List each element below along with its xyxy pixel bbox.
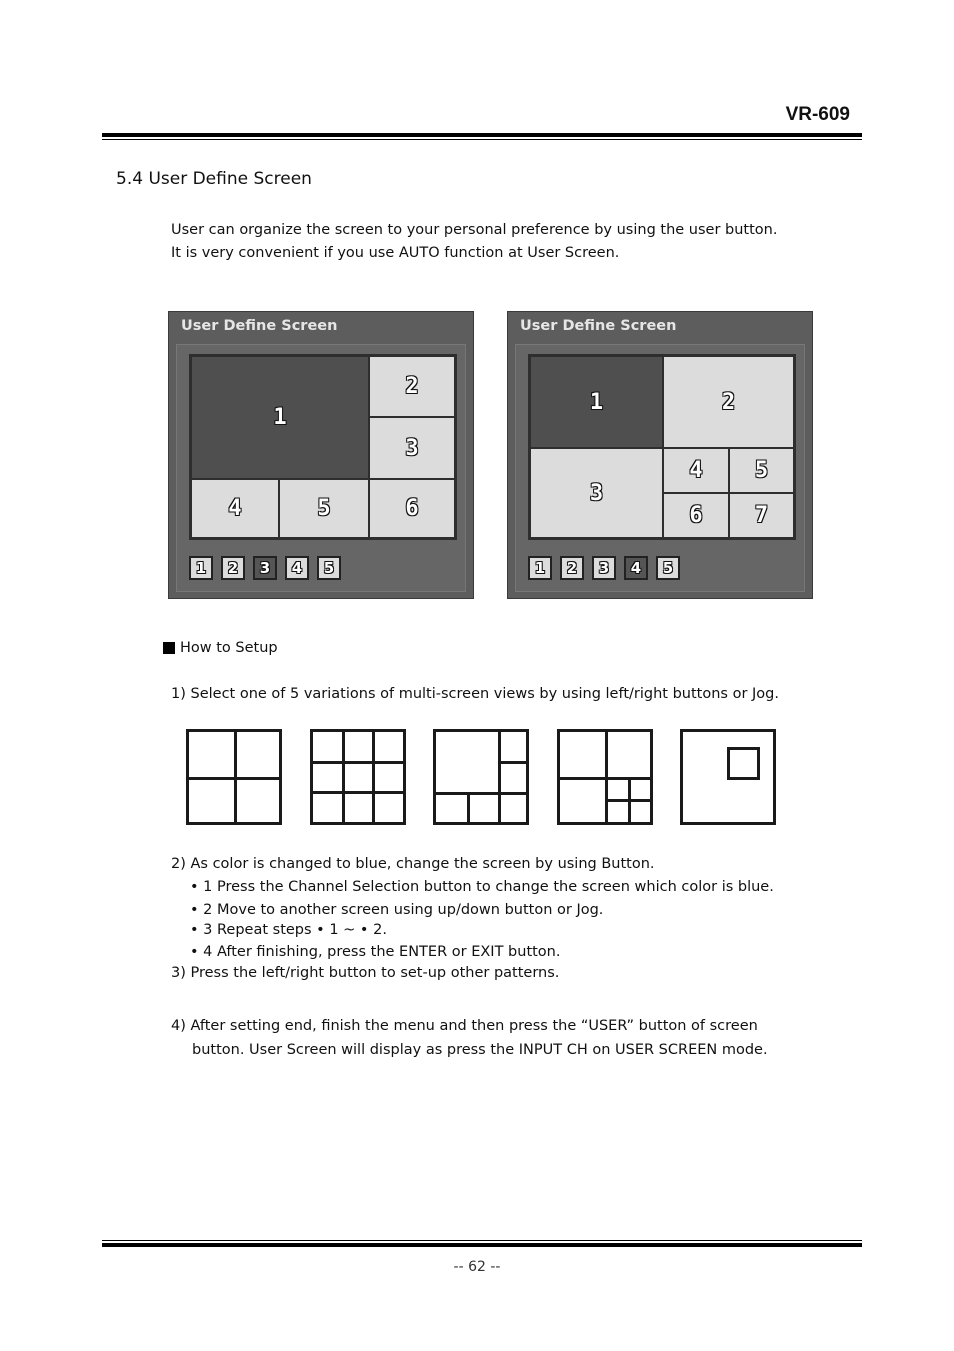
channel-selector-1[interactable]: 1	[528, 556, 552, 580]
screen-cell-7[interactable]: 7	[729, 493, 794, 538]
pip-layout-icon	[680, 729, 776, 825]
footer-rule-thin	[102, 1240, 862, 1241]
channel-selector-5[interactable]: 5	[317, 556, 341, 580]
user-define-panel-1	[168, 311, 474, 599]
channel-selector-3[interactable]: 3	[253, 556, 277, 580]
channel-selector-3[interactable]: 3	[592, 556, 616, 580]
screen-cell-5[interactable]: 5	[729, 448, 794, 493]
page-number: -- 62 --	[453, 1259, 501, 1275]
panel-title: User Define Screen	[181, 318, 338, 334]
header-rule	[102, 133, 862, 137]
step-2-sub-2: • 2 Move to another screen using up/down button or Jog.	[190, 902, 604, 918]
channel-selector-4[interactable]: 4	[285, 556, 309, 580]
channel-selector-5[interactable]: 5	[656, 556, 680, 580]
step-2: 2) As color is changed to blue, change the screen by using Button.	[171, 856, 655, 872]
model-name: VR-609	[785, 104, 850, 125]
step-4-line-1: 4) After setting end, finish the menu and then press the “USER” button of screen	[171, 1018, 758, 1034]
screen-cell-1[interactable]: 1	[191, 356, 369, 479]
section-title: 5.4 User Define Screen	[116, 169, 312, 189]
seven-split-layout-icon	[557, 729, 653, 825]
step-4-line-2: button. User Screen will display as press the INPUT CH on USER SCREEN mode.	[192, 1042, 768, 1058]
channel-selector-2[interactable]: 2	[560, 556, 584, 580]
six-split-layout-icon	[433, 729, 529, 825]
how-to-setup-heading	[163, 640, 278, 656]
screen-layout-grid	[189, 354, 457, 540]
intro-line-2: It is very convenient if you use AUTO function at User Screen.	[171, 245, 620, 261]
screen-cell-3[interactable]: 3	[369, 417, 455, 479]
how-to-setup-label: How to Setup	[180, 640, 278, 656]
screen-cell-6[interactable]: 6	[369, 479, 455, 538]
channel-selector-row	[528, 556, 680, 580]
step-3: 3) Press the left/right button to set-up other patterns.	[171, 965, 560, 981]
step-2-sub-4: • 4 After finishing, press the ENTER or EXIT button.	[190, 944, 561, 960]
channel-selector-4[interactable]: 4	[624, 556, 648, 580]
user-define-panel-2	[507, 311, 813, 599]
channel-selector-1[interactable]: 1	[189, 556, 213, 580]
header-rule-thin	[102, 139, 862, 140]
step-1: 1) Select one of 5 variations of multi-screen views by using left/right buttons or Jog.	[171, 686, 779, 702]
square-bullet-icon	[163, 642, 175, 654]
nine-split-layout-icon	[310, 729, 406, 825]
screen-cell-4[interactable]: 4	[663, 448, 729, 493]
screen-cell-3[interactable]: 3	[530, 448, 663, 538]
screen-cell-2[interactable]: 2	[369, 356, 455, 417]
intro-line-1: User can organize the screen to your personal preference by using the user button.	[171, 222, 778, 238]
screen-cell-5[interactable]: 5	[279, 479, 369, 538]
screen-cell-4[interactable]: 4	[191, 479, 279, 538]
screen-cell-6[interactable]: 6	[663, 493, 729, 538]
screen-cell-2[interactable]: 2	[663, 356, 794, 448]
quad-layout-icon	[186, 729, 282, 825]
channel-selector-row	[189, 556, 341, 580]
step-2-sub-3: • 3 Repeat steps • 1 ~ • 2.	[190, 922, 387, 938]
screen-cell-1[interactable]: 1	[530, 356, 663, 448]
footer-rule	[102, 1243, 862, 1247]
panel-title: User Define Screen	[520, 318, 677, 334]
step-2-sub-1: • 1 Press the Channel Selection button to change the screen which color is blue.	[190, 879, 774, 895]
channel-selector-2[interactable]: 2	[221, 556, 245, 580]
screen-layout-grid	[528, 354, 796, 540]
